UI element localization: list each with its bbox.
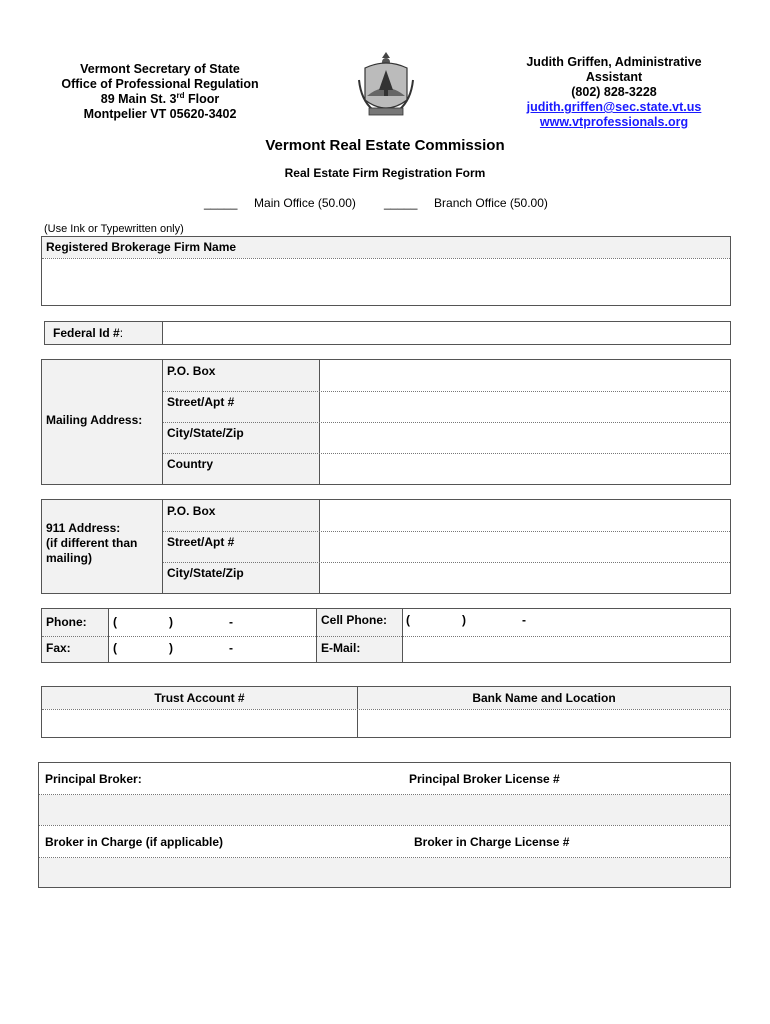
bank-name-label: Bank Name and Location — [358, 687, 730, 709]
phone-input[interactable]: ( ) - — [113, 615, 233, 629]
agency-address — [40, 62, 280, 122]
mailing-city-label: City/State/Zip — [163, 422, 319, 453]
contact-name: Judith Griffen, Administrative — [526, 55, 702, 69]
broker-box — [38, 762, 731, 888]
agency-name: Vermont Secretary of State — [80, 62, 240, 76]
broker-in-charge-label: Broker in Charge (if applicable) — [45, 835, 224, 849]
broker-in-charge-row — [39, 826, 730, 857]
phone-label: Phone: — [42, 609, 108, 636]
trust-account-input[interactable] — [42, 710, 357, 737]
firm-name-input[interactable] — [42, 259, 730, 305]
mailing-street-label: Street/Apt # — [163, 391, 319, 422]
fax-input[interactable]: ( ) - — [113, 641, 233, 655]
principal-broker-label: Principal Broker: — [45, 772, 142, 786]
contact-email-link[interactable]: judith.griffen@sec.state.vt.us — [526, 100, 702, 114]
address-911-city-label: City/State/Zip — [163, 562, 319, 593]
firm-name-box — [41, 236, 731, 306]
email-input[interactable] — [403, 636, 730, 662]
trust-account-label: Trust Account # — [42, 687, 357, 709]
broker-in-charge-input[interactable] — [39, 858, 730, 887]
contact-info — [508, 55, 720, 130]
ink-note: (Use Ink or Typewritten only) — [44, 223, 184, 235]
vermont-seal-icon — [357, 50, 415, 120]
street-address: 89 Main St. 3rd Floor — [100, 90, 220, 106]
cell-phone-label: Cell Phone: — [317, 609, 402, 636]
contact-box — [41, 608, 731, 663]
email-label: E-Mail: — [317, 636, 402, 662]
branch-office-option[interactable] — [384, 196, 548, 210]
mailing-pobox-input[interactable] — [320, 360, 730, 391]
page-title: Vermont Real Estate Commission — [265, 137, 505, 154]
federal-id-label: Federal Id #: — [53, 326, 124, 340]
mailing-street-input[interactable] — [320, 391, 730, 422]
mailing-city-input[interactable] — [320, 422, 730, 453]
main-office-label: Main Office (50.00) — [254, 196, 356, 210]
cell-phone-input[interactable]: ( ) - — [406, 613, 526, 627]
address-911-pobox-label: P.O. Box — [163, 500, 319, 531]
mailing-label-cell — [42, 360, 162, 484]
main-office-blank[interactable]: _____ — [204, 196, 238, 210]
address-911-city-input[interactable] — [320, 562, 730, 593]
main-office-option[interactable] — [204, 196, 356, 210]
mailing-address-label: Mailing Address: — [46, 413, 143, 427]
branch-office-blank[interactable]: _____ — [384, 196, 418, 210]
address-911-label-cell: 911 Address: (if different than mailing) — [42, 500, 162, 593]
mailing-country-label: Country — [163, 453, 319, 484]
trust-account-box — [41, 686, 731, 738]
address-911-pobox-input[interactable] — [320, 500, 730, 531]
form-subtitle: Real Estate Firm Registration Form — [284, 166, 486, 180]
office-name: Office of Professional Regulation — [61, 77, 259, 91]
mailing-address-box — [41, 359, 731, 485]
address-911-label: 911 Address: — [46, 521, 121, 535]
federal-id-label-box — [44, 321, 164, 345]
broker-in-charge-license-label: Broker in Charge License # — [414, 835, 570, 849]
mailing-country-input[interactable] — [320, 453, 730, 484]
bank-name-input[interactable] — [358, 710, 730, 737]
principal-broker-license-label: Principal Broker License # — [409, 772, 560, 786]
fax-label: Fax: — [42, 636, 108, 662]
address-911-street-label: Street/Apt # — [163, 531, 319, 562]
branch-office-label: Branch Office (50.00) — [434, 196, 548, 210]
federal-id-input[interactable] — [162, 321, 731, 345]
contact-phone: (802) 828-3228 — [571, 85, 657, 99]
website-link[interactable]: www.vtprofessionals.org — [539, 115, 689, 129]
mailing-pobox-label: P.O. Box — [163, 360, 319, 391]
address-911-street-input[interactable] — [320, 531, 730, 562]
principal-broker-row — [39, 763, 730, 794]
firm-name-label: Registered Brokerage Firm Name — [42, 237, 730, 258]
address-911-box — [41, 499, 731, 594]
contact-title: Assistant — [585, 70, 643, 84]
principal-broker-input[interactable] — [39, 795, 730, 825]
city-address: Montpelier VT 05620-3402 — [83, 107, 237, 121]
